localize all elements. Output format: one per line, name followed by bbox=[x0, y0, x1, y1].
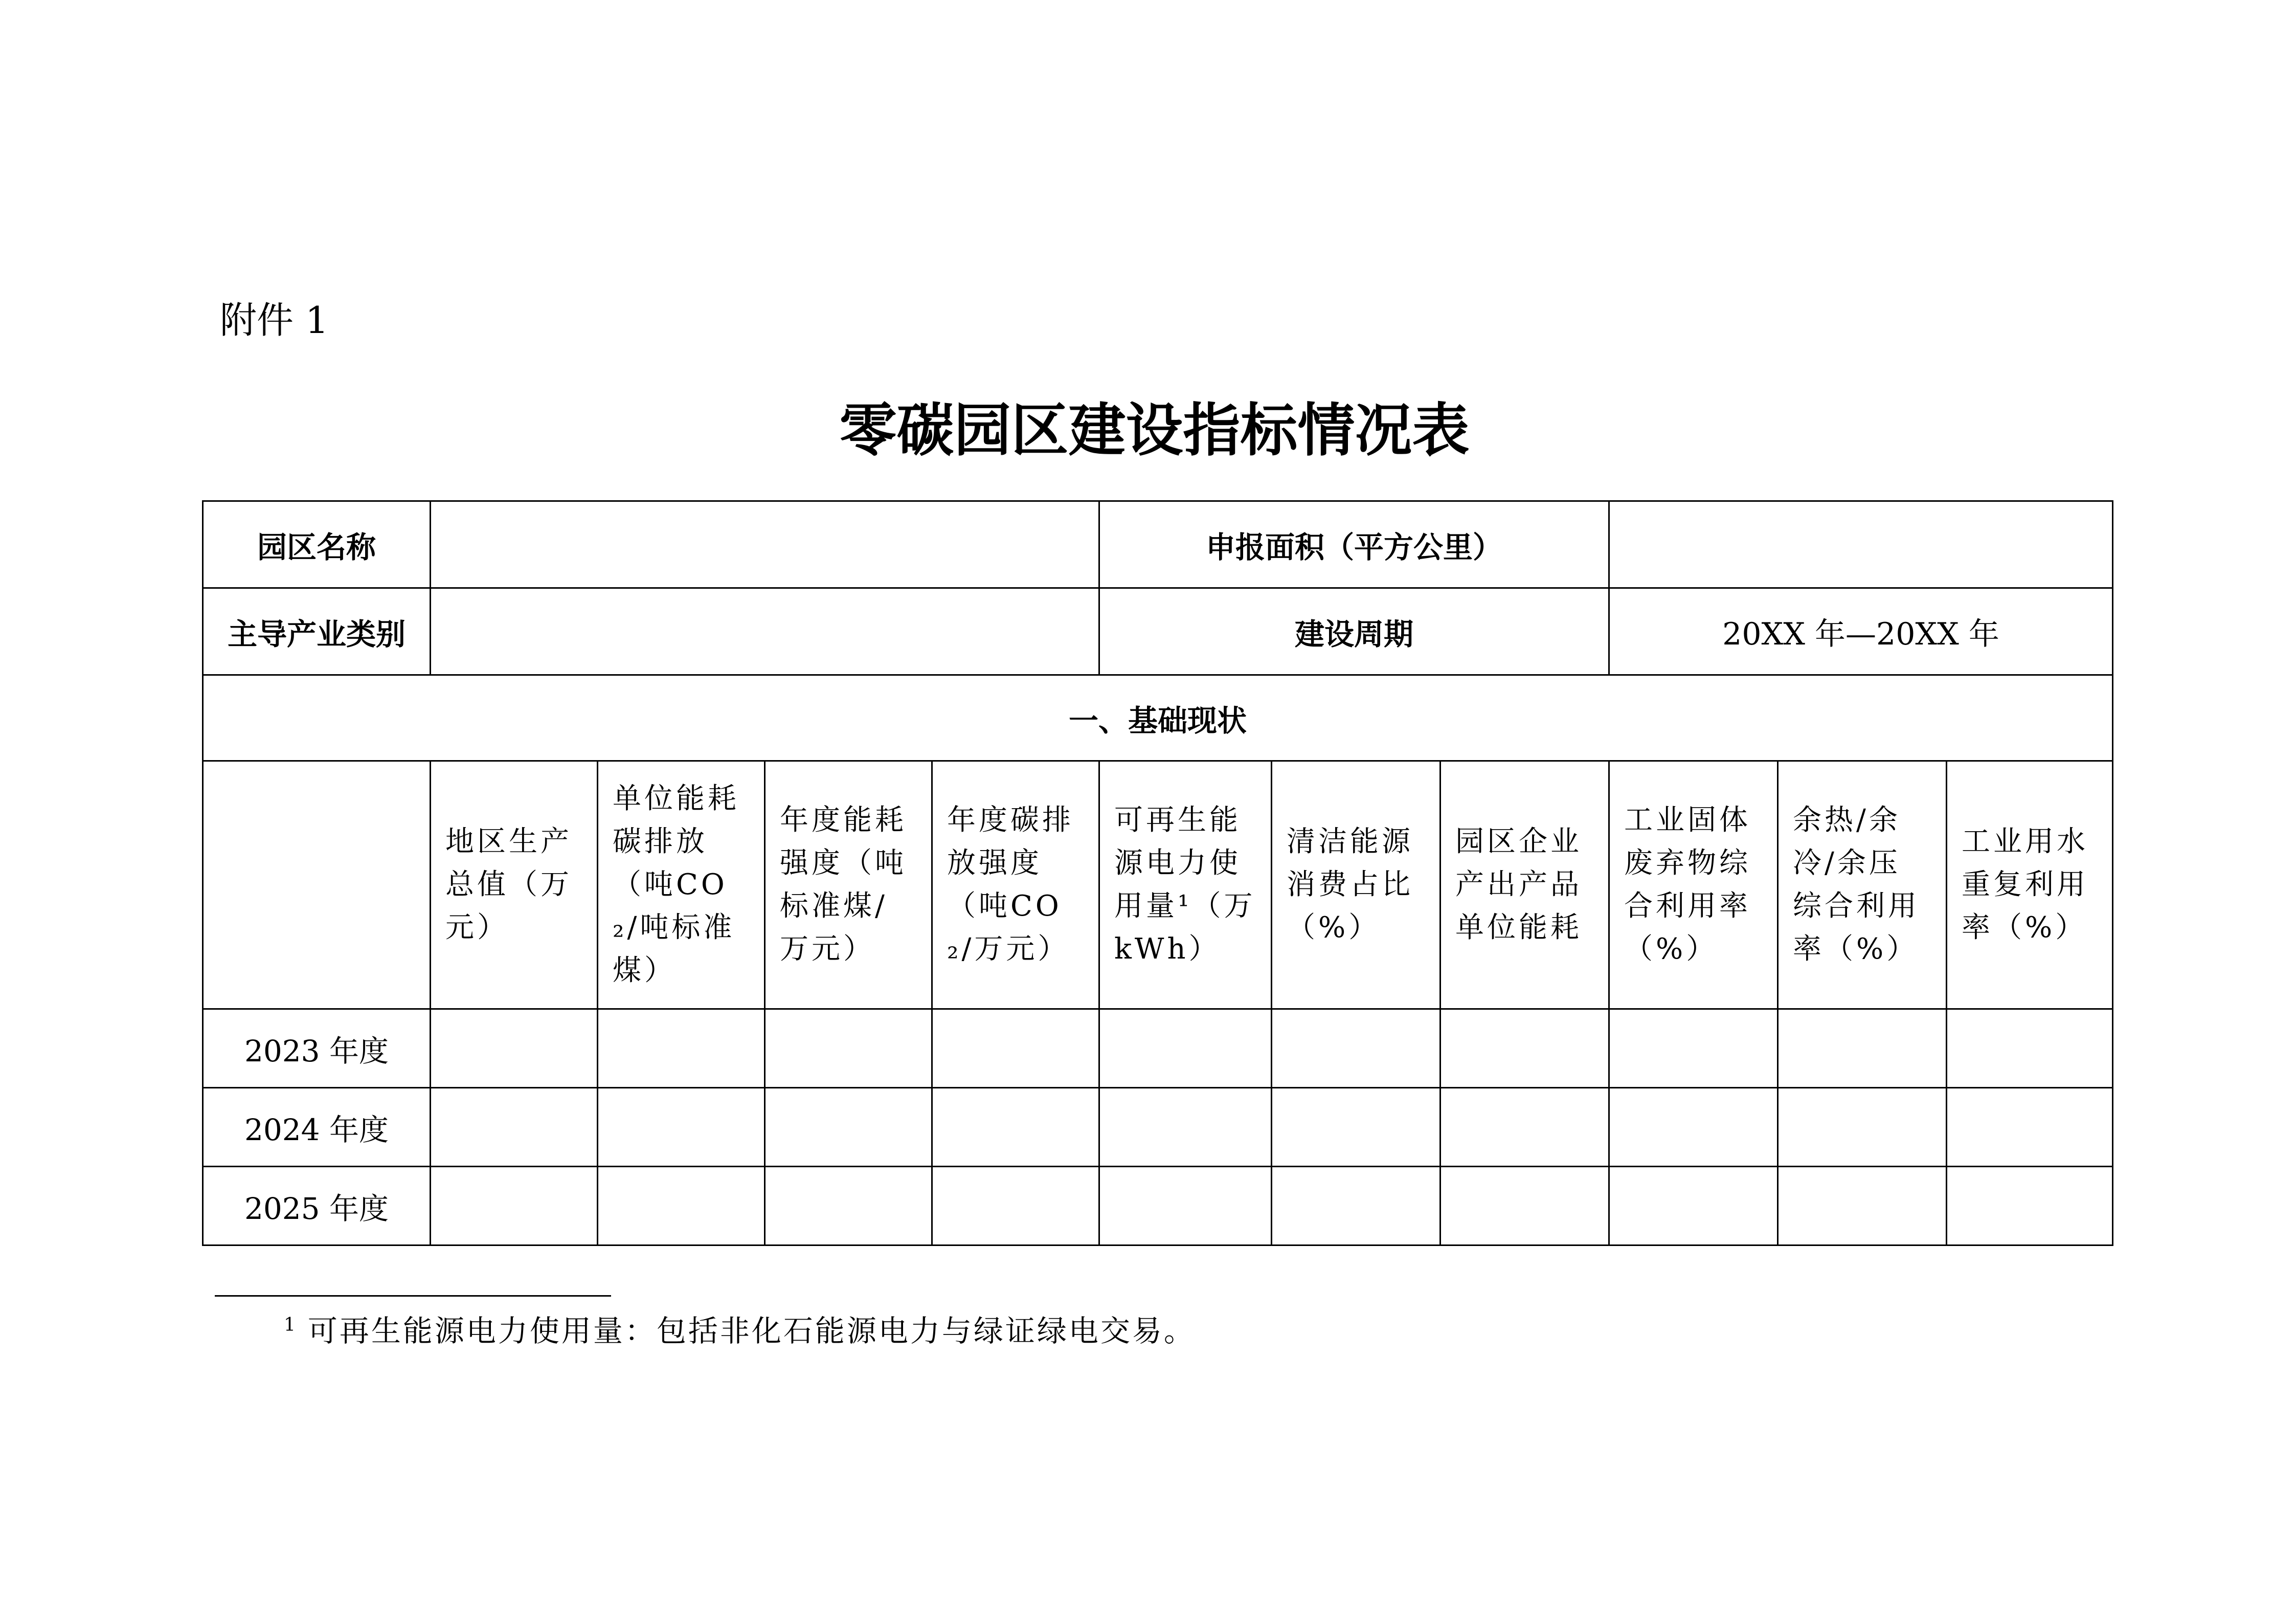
industry-value[interactable] bbox=[431, 588, 1099, 675]
footnote-text: 可再生能源电力使用量：包括非化石能源电力与绿证绿电交易。 bbox=[307, 1314, 1196, 1348]
info-row-industry bbox=[203, 588, 2113, 675]
data-cell[interactable] bbox=[932, 1167, 1099, 1245]
data-cell[interactable] bbox=[1440, 1009, 1609, 1088]
table-row bbox=[203, 1088, 2113, 1167]
data-cell[interactable] bbox=[932, 1009, 1099, 1088]
data-cell[interactable] bbox=[431, 1009, 598, 1088]
table-row bbox=[203, 1167, 2113, 1245]
data-cell[interactable] bbox=[431, 1088, 598, 1167]
data-cell[interactable] bbox=[1272, 1009, 1440, 1088]
data-cell[interactable] bbox=[1778, 1167, 1947, 1245]
document-title: 零碳园区建设指标情况表 bbox=[839, 397, 1470, 464]
data-cell[interactable] bbox=[1609, 1009, 1778, 1088]
year-label: 2024 年度 bbox=[203, 1088, 431, 1167]
info-row-park bbox=[203, 501, 2113, 588]
col-header: 工业用水重复利用率（%） bbox=[1947, 761, 2113, 1009]
data-cell[interactable] bbox=[1947, 1167, 2113, 1245]
data-cell[interactable] bbox=[1947, 1009, 2113, 1088]
footnote-divider bbox=[215, 1295, 611, 1297]
data-cell[interactable] bbox=[1609, 1088, 1778, 1167]
data-cell[interactable] bbox=[1947, 1088, 2113, 1167]
data-cell[interactable] bbox=[1272, 1088, 1440, 1167]
header-corner bbox=[203, 761, 431, 1009]
data-cell[interactable] bbox=[1099, 1167, 1272, 1245]
area-value[interactable] bbox=[1609, 501, 2113, 588]
col-header: 地区生产总值（万元） bbox=[431, 761, 598, 1009]
col-header: 可再生能源电力使用量¹（万kWh） bbox=[1099, 761, 1272, 1009]
attachment-label: 附件 1 bbox=[220, 299, 329, 342]
park-name-value[interactable] bbox=[431, 501, 1099, 588]
period-label: 建设周期 bbox=[1099, 588, 1609, 675]
data-cell[interactable] bbox=[1778, 1009, 1947, 1088]
table-row bbox=[203, 1009, 2113, 1088]
footnote-marker: 1 bbox=[284, 1314, 298, 1336]
data-cell[interactable] bbox=[598, 1009, 765, 1088]
data-cell[interactable] bbox=[598, 1167, 765, 1245]
footnote bbox=[284, 1314, 1196, 1349]
year-label: 2023 年度 bbox=[203, 1009, 431, 1088]
data-cell[interactable] bbox=[765, 1088, 932, 1167]
period-value[interactable]: 20XX 年—20XX 年 bbox=[1609, 588, 2113, 675]
col-header: 余热/余冷/余压综合利用率（%） bbox=[1778, 761, 1947, 1009]
data-cell[interactable] bbox=[1440, 1167, 1609, 1245]
data-cell[interactable] bbox=[431, 1167, 598, 1245]
col-header: 年度能耗强度（吨标准煤/万元） bbox=[765, 761, 932, 1009]
data-cell[interactable] bbox=[1778, 1088, 1947, 1167]
col-header: 清洁能源消费占比（%） bbox=[1272, 761, 1440, 1009]
industry-label: 主导产业类别 bbox=[203, 588, 431, 675]
col-header: 工业固体废弃物综合利用率（%） bbox=[1609, 761, 1778, 1009]
data-cell[interactable] bbox=[932, 1088, 1099, 1167]
data-cell[interactable] bbox=[1609, 1167, 1778, 1245]
section-title: 一、基础现状 bbox=[203, 675, 2113, 761]
col-header: 单位能耗碳排放（吨CO₂/吨标准煤） bbox=[598, 761, 765, 1009]
data-cell[interactable] bbox=[1272, 1167, 1440, 1245]
section-row bbox=[203, 675, 2113, 761]
year-label: 2025 年度 bbox=[203, 1167, 431, 1245]
area-label: 申报面积（平方公里） bbox=[1099, 501, 1609, 588]
data-cell[interactable] bbox=[765, 1009, 932, 1088]
data-cell[interactable] bbox=[598, 1088, 765, 1167]
col-header: 园区企业产出产品单位能耗 bbox=[1440, 761, 1609, 1009]
park-name-label: 园区名称 bbox=[203, 501, 431, 588]
col-header: 年度碳排放强度（吨CO₂/万元） bbox=[932, 761, 1099, 1009]
data-cell[interactable] bbox=[765, 1167, 932, 1245]
data-cell[interactable] bbox=[1099, 1088, 1272, 1167]
data-cell[interactable] bbox=[1099, 1009, 1272, 1088]
column-header-row bbox=[203, 761, 2113, 1009]
data-cell[interactable] bbox=[1440, 1088, 1609, 1167]
indicator-table bbox=[202, 500, 2113, 1246]
